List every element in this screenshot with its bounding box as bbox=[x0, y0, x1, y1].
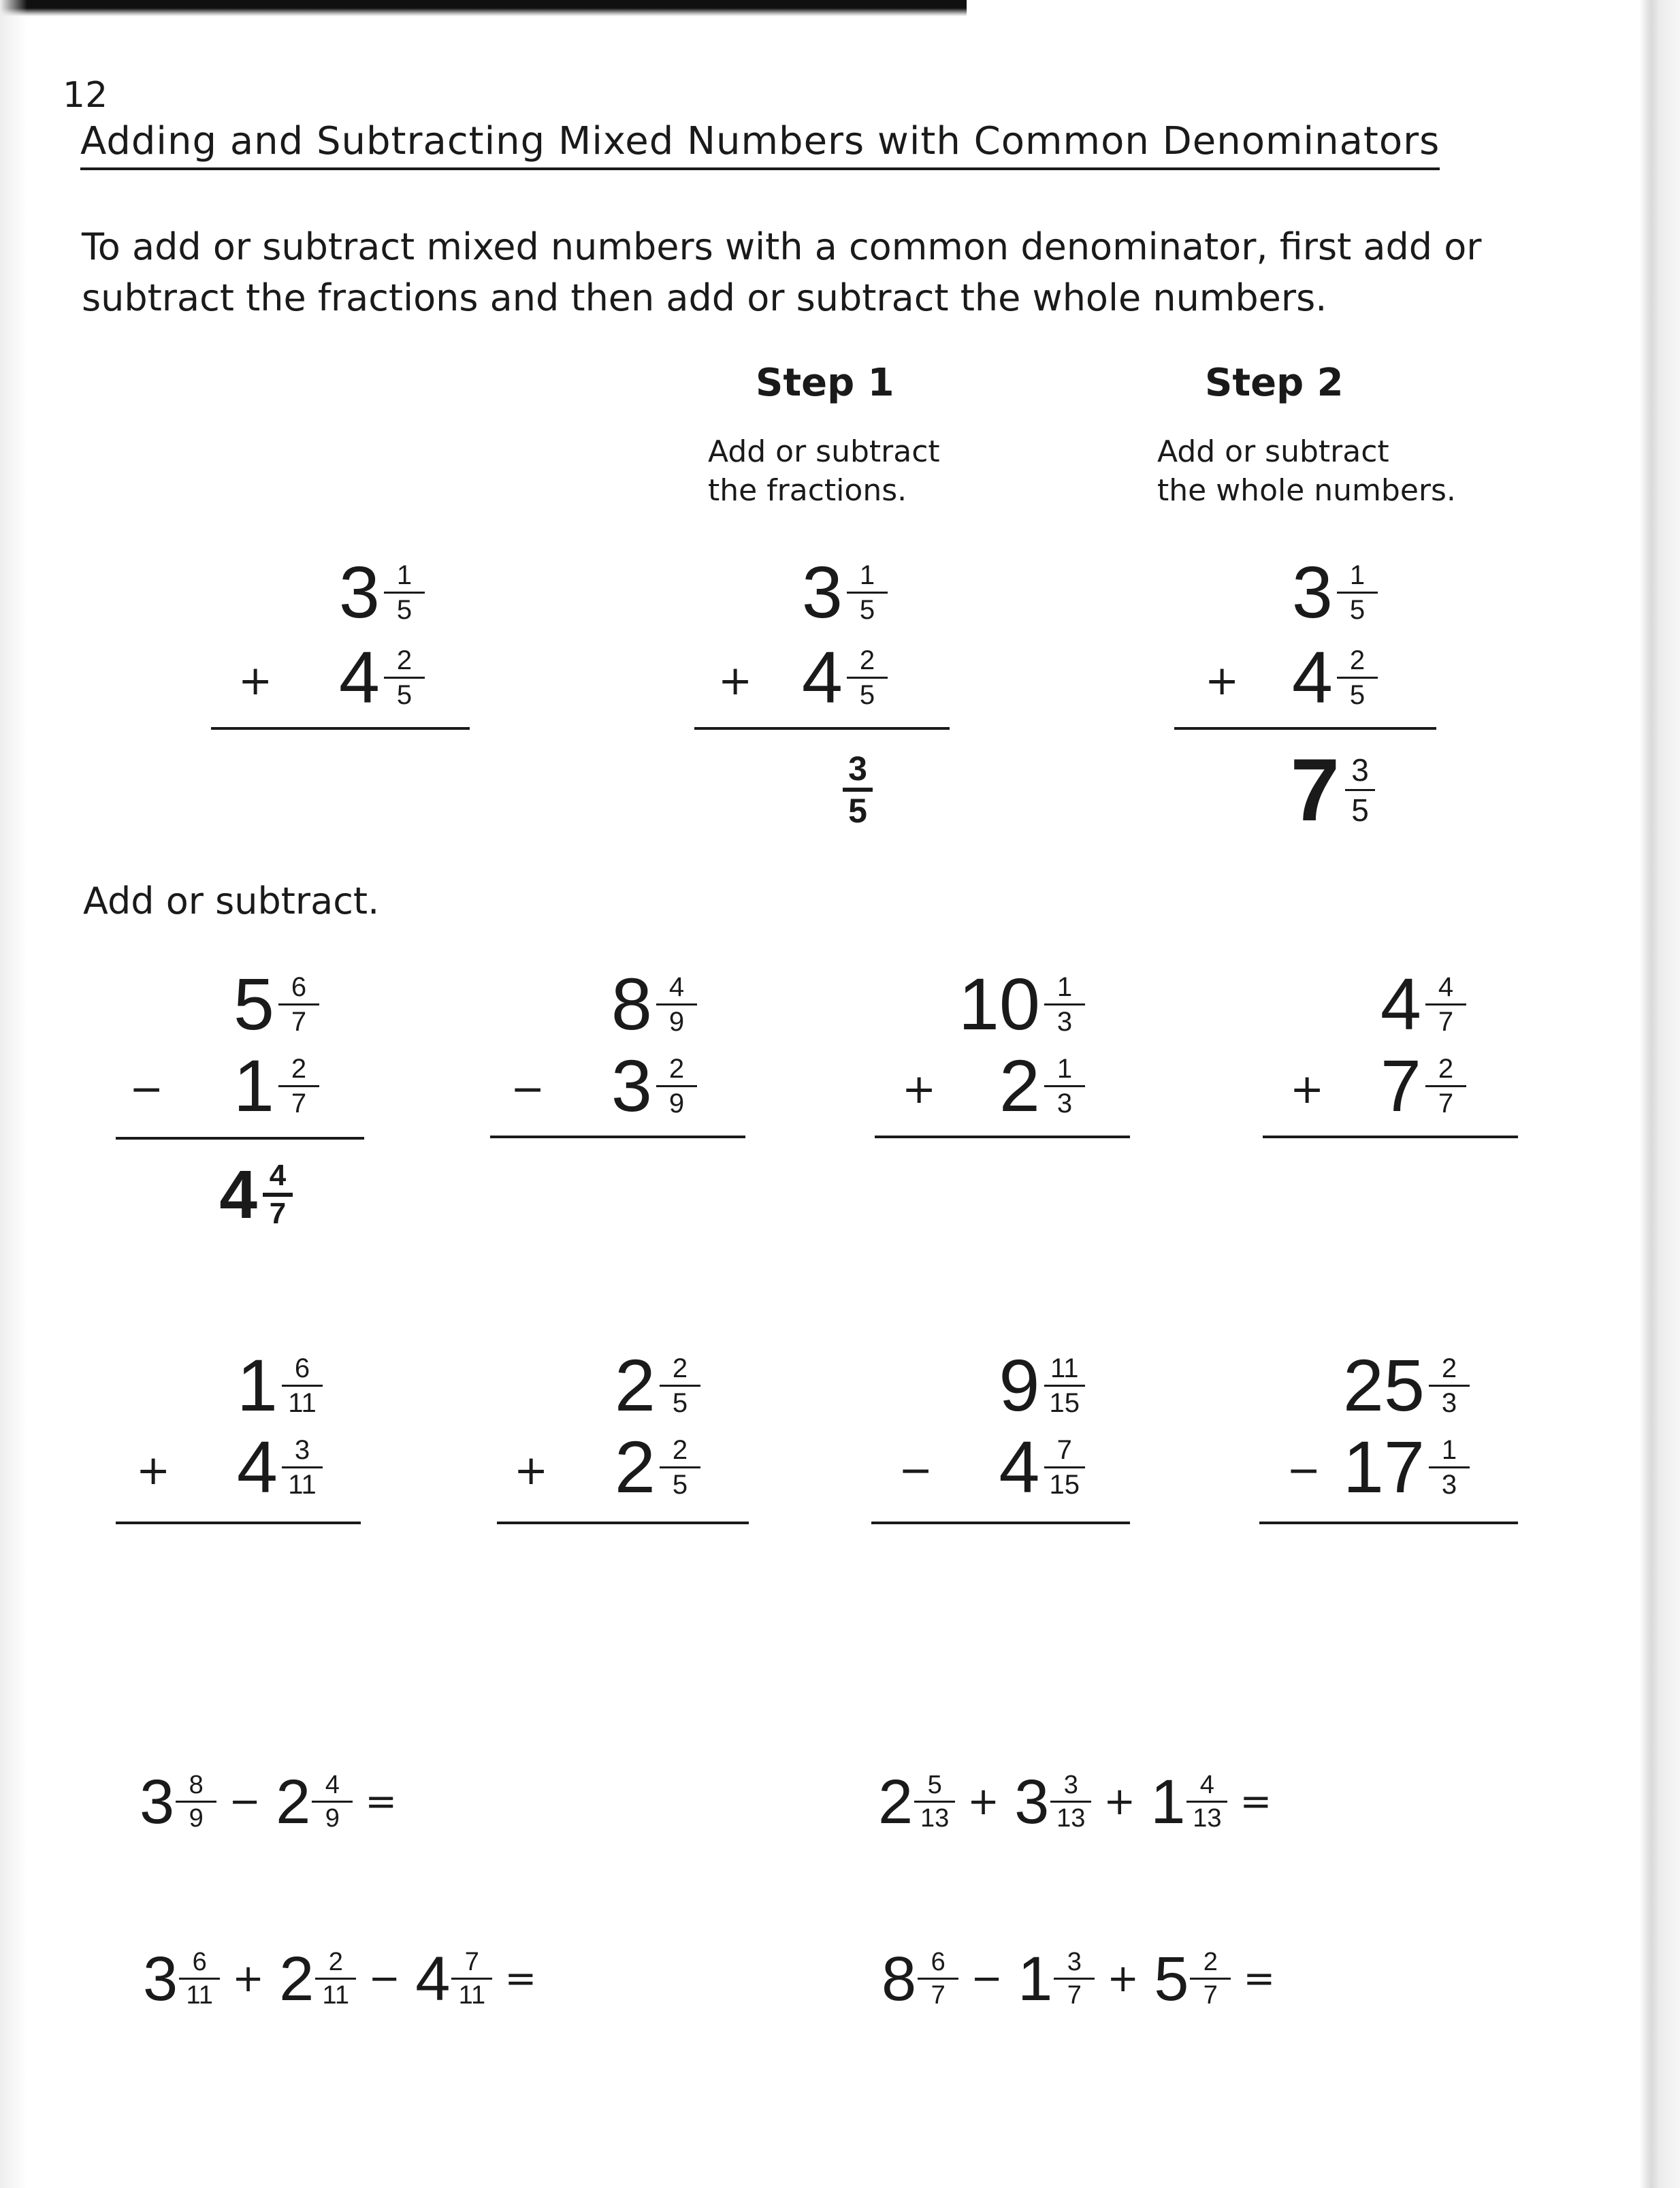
example-bottom-number: 4 $\frac{2}{5}$ bbox=[1292, 630, 1375, 725]
example-top-number: 3 $\frac{1}{5}$ bbox=[1292, 545, 1375, 640]
example-bottom-number: 4 $\frac{2}{5}$ bbox=[339, 630, 422, 725]
example-top-number: 3 $\frac{1}{5}$ bbox=[802, 545, 885, 640]
problem-1-answer: 4 4 7 bbox=[219, 1147, 293, 1242]
step1-heading: Step 1 bbox=[756, 361, 894, 405]
step2-line2: the whole numbers. bbox=[1157, 473, 1456, 508]
problem-bottom-number: 2 $\frac{1}{3}$ bbox=[999, 1038, 1082, 1133]
answer-rule bbox=[116, 1137, 364, 1140]
problem-top-number: 2 $\frac{2}{5}$ bbox=[615, 1338, 698, 1433]
minus-sign: − bbox=[229, 1780, 261, 1824]
minus-sign: − bbox=[368, 1957, 401, 2001]
minus-sign: − bbox=[899, 1447, 933, 1494]
problem-top-number: 4 $\frac{4}{7}$ bbox=[1380, 956, 1464, 1052]
step2-line1: Add or subtract bbox=[1157, 434, 1389, 469]
expression-2: 2 $\frac{5}{13}$ + 3 $\frac{3}{13}$ + 1 $\frac{4}{13}$ = bbox=[878, 1767, 1272, 1837]
answer-rule bbox=[116, 1522, 361, 1524]
minus-sign: − bbox=[129, 1065, 164, 1113]
problem-bottom-number: 7 $\frac{2}{7}$ bbox=[1380, 1038, 1464, 1133]
step2-heading: Step 2 bbox=[1205, 361, 1344, 405]
plus-sign: + bbox=[967, 1780, 1000, 1824]
step1-description bbox=[708, 432, 940, 510]
answer-rule bbox=[1263, 1136, 1518, 1138]
problem-2 bbox=[490, 956, 745, 1161]
step2-description bbox=[1157, 432, 1456, 510]
answer-rule bbox=[490, 1136, 745, 1138]
answer-rule bbox=[211, 727, 470, 730]
example-bottom-number: 4 $\frac{2}{5}$ bbox=[802, 630, 885, 725]
scan-edge-right bbox=[1639, 0, 1680, 2188]
plus-sign: + bbox=[718, 657, 753, 705]
example-step2 bbox=[1174, 545, 1440, 858]
answer-rule bbox=[1259, 1522, 1518, 1524]
problem-1 bbox=[116, 956, 364, 1242]
plus-sign: + bbox=[1205, 657, 1240, 705]
example-original bbox=[211, 545, 470, 817]
step1-answer: 3 5 bbox=[843, 739, 873, 841]
problem-7 bbox=[871, 1338, 1130, 1542]
problem-top-number: 25 $\frac{2}{3}$ bbox=[1343, 1338, 1467, 1433]
equals-sign: = bbox=[1240, 1780, 1272, 1824]
answer-rule bbox=[497, 1522, 749, 1524]
problem-3 bbox=[875, 956, 1130, 1161]
problem-4 bbox=[1263, 956, 1518, 1161]
problem-top-number: 8 $\frac{4}{9}$ bbox=[611, 956, 694, 1052]
plus-sign: + bbox=[514, 1447, 549, 1494]
answer-rule bbox=[1174, 727, 1436, 730]
plus-sign: + bbox=[1107, 1957, 1140, 2001]
scan-edge-top bbox=[0, 0, 967, 16]
expression-3: 3 $\frac{6}{11}$ + 2 $\frac{2}{11}$ − 4 $\frac{7}{11}$ = bbox=[143, 1944, 537, 2014]
instruction: Add or subtract. bbox=[83, 880, 380, 922]
equals-sign: = bbox=[1243, 1957, 1276, 2001]
expression-4: 8 $\frac{6}{7}$ − 1 $\frac{3}{7}$ + 5 $\frac{2}{7}$ = bbox=[882, 1944, 1276, 2014]
problem-6 bbox=[497, 1338, 749, 1542]
scan-edge-left bbox=[0, 0, 27, 2188]
problem-top-number: 9 $\frac{11}{15}$ bbox=[999, 1338, 1082, 1433]
minus-sign: − bbox=[971, 1957, 1003, 2001]
answer-rule bbox=[694, 727, 950, 730]
plus-sign: + bbox=[136, 1447, 171, 1494]
minus-sign: − bbox=[511, 1065, 545, 1113]
problem-bottom-number: 17 $\frac{1}{3}$ bbox=[1343, 1419, 1467, 1515]
problem-top-number: 10 $\frac{1}{3}$ bbox=[958, 956, 1082, 1052]
problem-bottom-number: 2 $\frac{2}{5}$ bbox=[615, 1419, 698, 1515]
problem-8 bbox=[1259, 1338, 1518, 1542]
step1-line2: the fractions. bbox=[708, 473, 907, 508]
problem-bottom-number: 4 $\frac{7}{15}$ bbox=[999, 1419, 1082, 1515]
problem-5 bbox=[116, 1338, 364, 1542]
plus-sign: + bbox=[238, 657, 273, 705]
equals-sign: = bbox=[504, 1957, 537, 2001]
plus-sign: + bbox=[232, 1957, 265, 2001]
step2-answer: 7 $\frac{3}{5}$ bbox=[1291, 739, 1375, 841]
problem-top-number: 1 $\frac{6}{11}$ bbox=[237, 1338, 320, 1433]
problem-top-number: 5 $\frac{6}{7}$ bbox=[233, 956, 317, 1052]
problem-bottom-number: 1 $\frac{2}{7}$ bbox=[233, 1038, 317, 1133]
page-title: Adding and Subtracting Mixed Numbers with Common Denominators bbox=[80, 119, 1440, 170]
expression-1: 3 $\frac{8}{9}$ − 2 $\frac{4}{9}$ = bbox=[140, 1767, 398, 1837]
problem-bottom-number: 3 $\frac{2}{9}$ bbox=[611, 1038, 694, 1133]
step1-line1: Add or subtract bbox=[708, 434, 940, 469]
plus-sign: + bbox=[1290, 1065, 1325, 1113]
page-number: 12 bbox=[63, 75, 108, 116]
example-step1 bbox=[694, 545, 953, 858]
equals-sign: = bbox=[365, 1780, 398, 1824]
intro-paragraph: To add or subtract mixed numbers with a common denominator, first add or subtract the fractions and then add or subtract the whole numbers. bbox=[82, 225, 1482, 319]
problem-bottom-number: 4 $\frac{3}{11}$ bbox=[237, 1419, 320, 1515]
answer-rule bbox=[871, 1522, 1130, 1524]
answer-rule bbox=[875, 1136, 1130, 1138]
plus-sign: + bbox=[1103, 1780, 1136, 1824]
minus-sign: − bbox=[1287, 1447, 1321, 1494]
plus-sign: + bbox=[902, 1065, 937, 1113]
example-top-number: 3 $\frac{1}{5}$ bbox=[339, 545, 422, 640]
